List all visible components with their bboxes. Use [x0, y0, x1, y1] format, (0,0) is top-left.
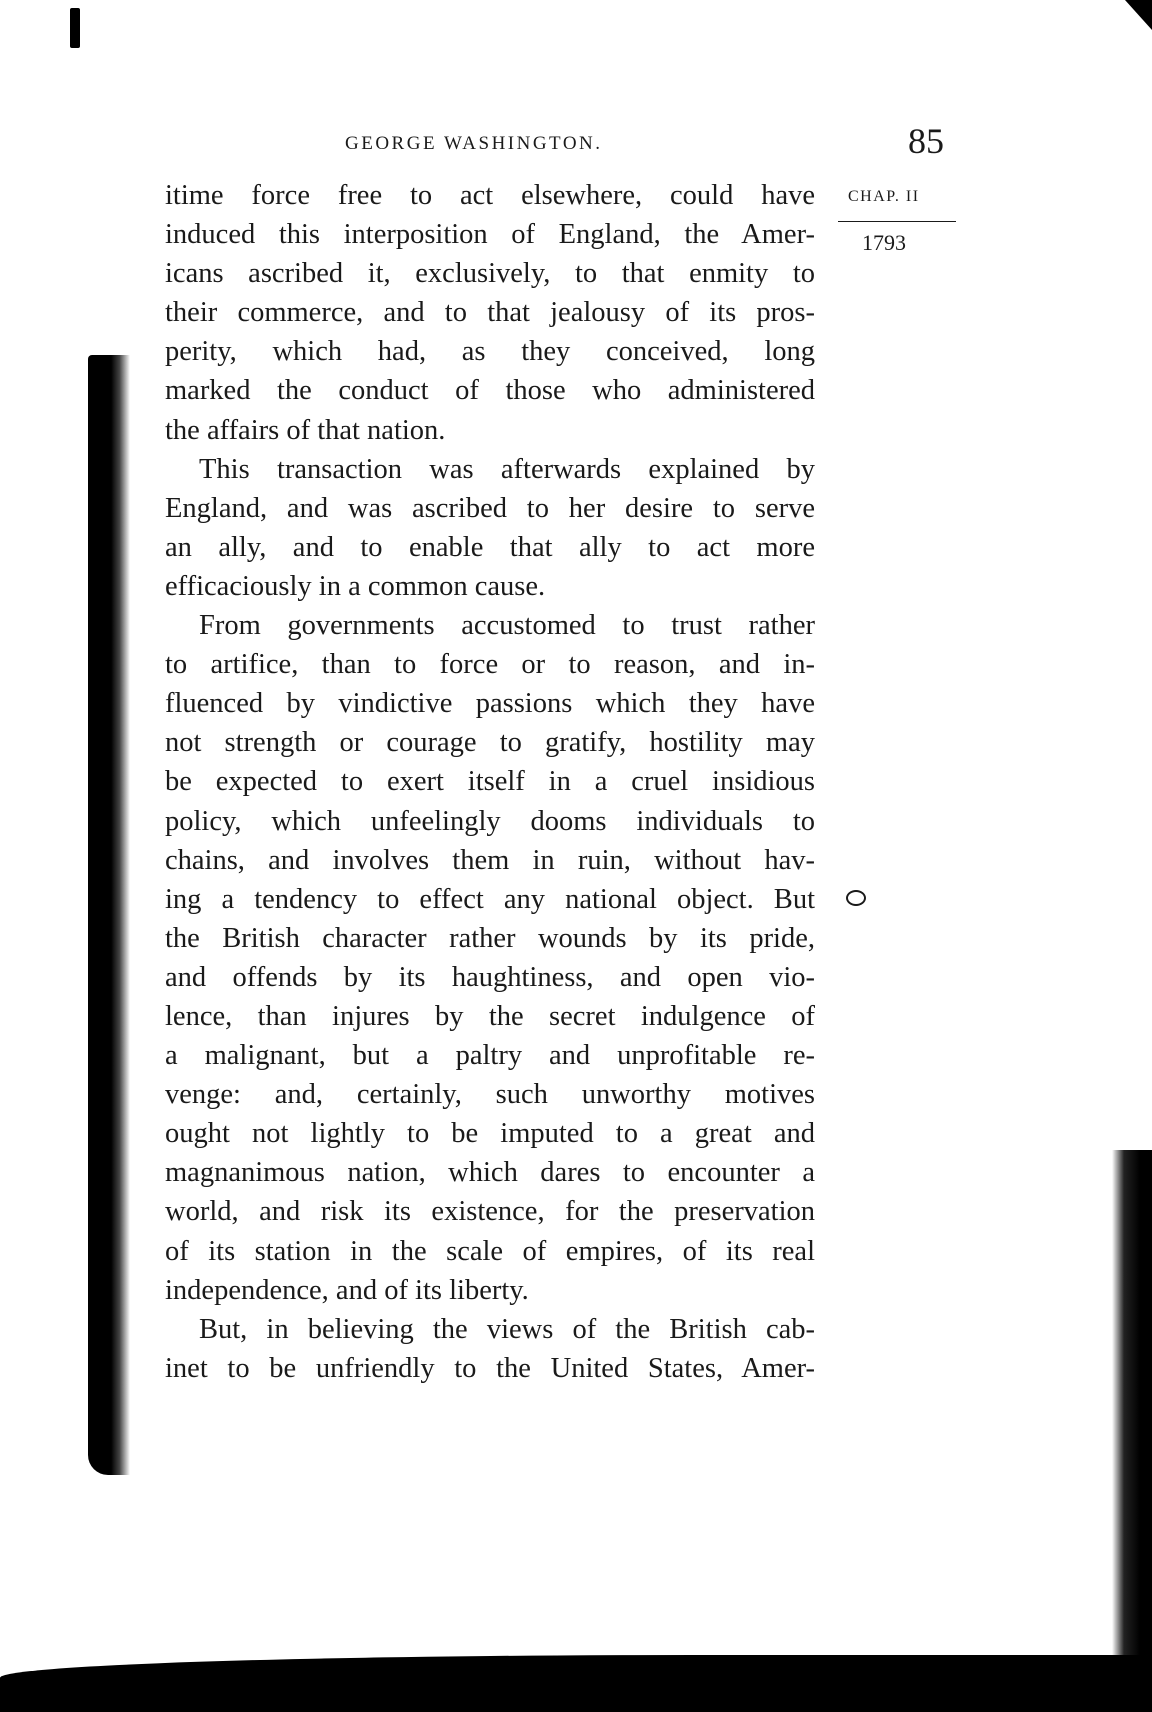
text-line: a malignant, but a paltry and unprofitable re- [165, 1040, 815, 1072]
margin-year: 1793 [862, 230, 906, 255]
scan-mark-top-left [70, 8, 80, 48]
text-line: efficaciously in a common cause. [165, 570, 546, 602]
margin-chapter-label: CHAP. II [848, 188, 920, 205]
text-line: lence, than injures by the secret indulgence of [165, 1000, 815, 1032]
text-line: the affairs of that nation. [165, 414, 446, 446]
text-line: policy, which unfeelingly dooms individuals to [165, 805, 815, 837]
text-line: an ally, and to enable that ally to act more [165, 531, 815, 563]
text-line: of its station in the scale of empires, of its real [165, 1235, 815, 1267]
margin-circle-mark [846, 890, 866, 906]
text-line: magnanimous nation, which dares to encounter a [165, 1157, 815, 1189]
text-line: icans ascribed it, exclusively, to that enmity to [165, 258, 815, 290]
text-line: England, and was ascribed to her desire to serve [165, 492, 815, 524]
text-line: fluenced by vindictive passions which they have [165, 688, 815, 720]
text-line: chains, and involves them in ruin, without hav- [165, 844, 815, 876]
text-line: itime force free to act elsewhere, could have [165, 180, 815, 211]
scan-mark-top-right [1125, 0, 1152, 30]
page-number: 85 [908, 121, 944, 161]
paragraph-start-line: This transaction was afterwards explained by [199, 453, 815, 485]
margin-divider [838, 221, 956, 222]
text-line: marked the conduct of those who administered [165, 375, 815, 407]
text-line: inet to be unfriendly to the United States, Amer- [165, 1352, 815, 1384]
text-line: venge: and, certainly, such unworthy motives [165, 1079, 815, 1111]
scan-shadow-bottom [0, 1655, 1152, 1712]
text-line: perity, which had, as they conceived, long [165, 336, 815, 368]
text-line: independence, and of its liberty. [165, 1274, 529, 1306]
text-line: not strength or courage to gratify, hostility may [165, 727, 815, 759]
text-line: be expected to exert itself in a cruel insidious [165, 766, 815, 798]
running-head: GEORGE WASHINGTON. [345, 133, 603, 154]
body-text [165, 176, 815, 1388]
paragraph-start-line: From governments accustomed to trust rather [199, 610, 815, 642]
text-line: world, and risk its existence, for the preservation [165, 1196, 815, 1228]
paragraph-start-line: But, in believing the views of the British cab- [199, 1313, 815, 1345]
text-line: ought not lightly to be imputed to a great and [165, 1118, 815, 1150]
text-line: and offends by its haughtiness, and open vio- [165, 961, 815, 993]
text-line: to artifice, than to force or to reason, and in- [165, 649, 815, 681]
text-line: induced this interposition of England, the Amer- [165, 219, 815, 251]
text-line: their commerce, and to that jealousy of its pros- [165, 297, 815, 329]
scan-shadow-left [88, 355, 130, 1475]
scan-shadow-right [1112, 1150, 1152, 1670]
text-line: the British character rather wounds by its pride, [165, 922, 815, 954]
text-line: ing a tendency to effect any national object. But [165, 883, 815, 915]
